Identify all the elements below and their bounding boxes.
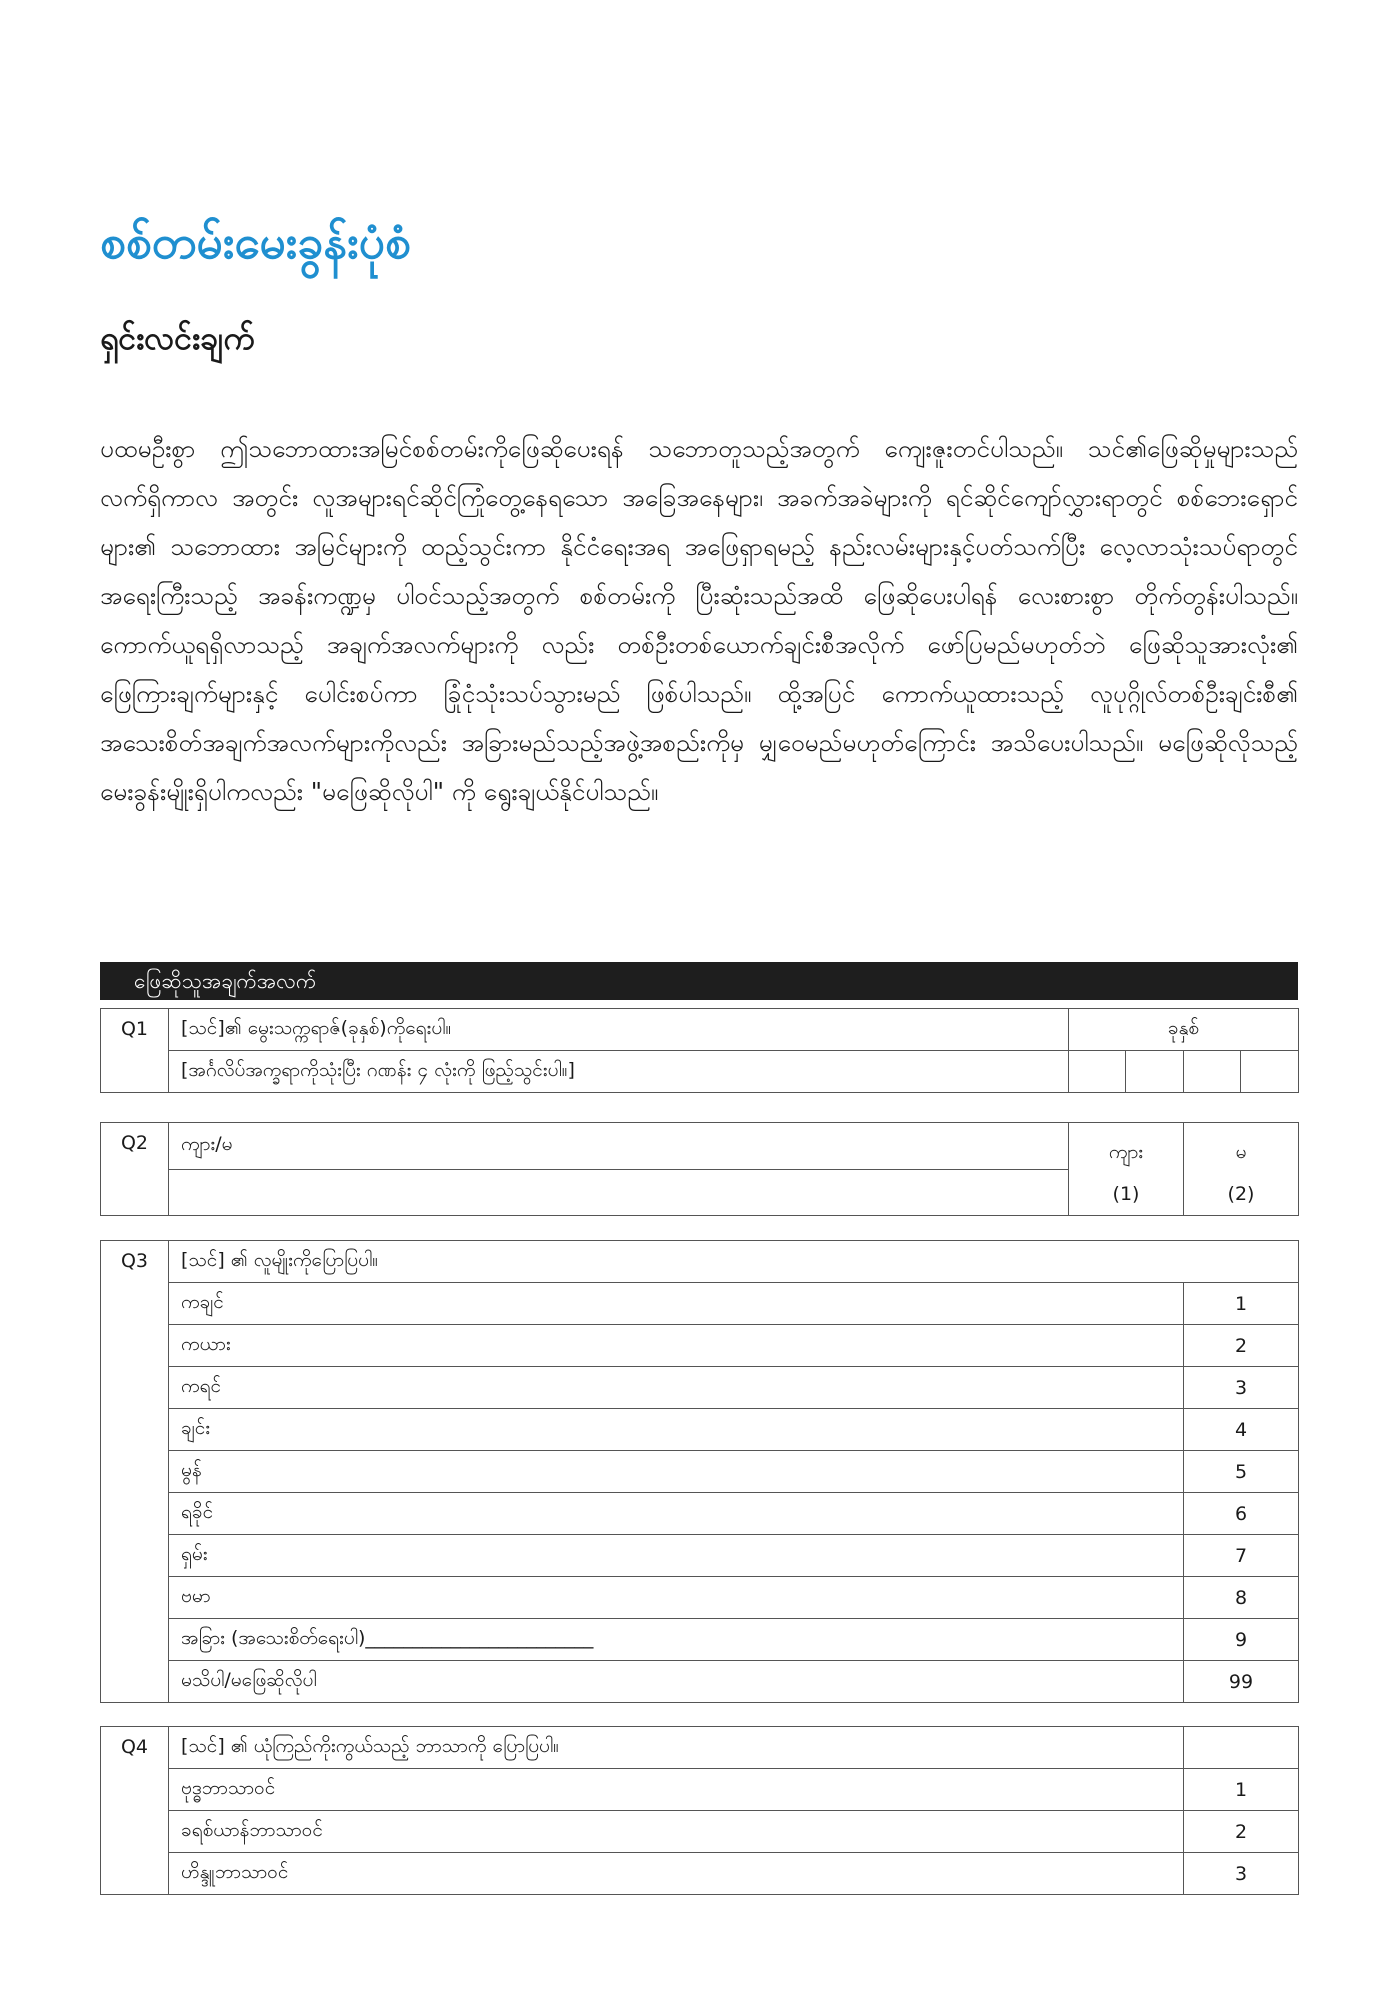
question-q1 [100,1008,1299,1093]
q4-number: Q4 [101,1727,169,1895]
q3-option-label: ကယား [169,1325,1184,1367]
q3-option-label: ချင်း [169,1409,1184,1451]
question-q3 [100,1240,1299,1703]
q3-option-label: ရှမ်း [169,1535,1184,1577]
year-digit-2-box[interactable] [1126,1051,1184,1093]
q3-option-row[interactable] [101,1661,1299,1703]
q2-male-code: (1) [1112,1183,1140,1205]
q2-male-label: ကျား [1108,1141,1144,1163]
q4-question: [သင်] ၏ ယုံကြည်ကိုးကွယ်သည့် ဘာသာကို ပြောပြပါ။ [169,1727,1184,1769]
q3-option-code: 3 [1184,1367,1299,1409]
q2-male-option[interactable] [1069,1123,1184,1216]
q4-option-row[interactable] [101,1853,1299,1895]
q4-option-row[interactable] [101,1811,1299,1853]
year-digit-3-box[interactable] [1184,1051,1241,1093]
q1-instruction: [အင်္ဂလိပ်အက္ခရာကိုသုံးပြီး ဂဏန်း ၄ လုံးကို ဖြည့်သွင်းပါ။] [169,1051,1069,1093]
q3-option-label: ကချင် [169,1283,1184,1325]
q4-header-code-cell [1184,1727,1299,1769]
q3-option-code: 2 [1184,1325,1299,1367]
q2-female-option[interactable] [1184,1123,1299,1216]
q2-question: ကျား/မ [169,1123,1069,1170]
q2-female-label: မ [1235,1141,1247,1163]
q2-answer-field[interactable] [169,1169,1069,1216]
q3-option-code: 7 [1184,1535,1299,1577]
q1-input-row [101,1051,1299,1093]
q3-option-row[interactable] [101,1409,1299,1451]
q4-option-label: ခရစ်ယာန်ဘာသာဝင် [169,1811,1184,1853]
q2-number: Q2 [101,1123,169,1216]
q4-option-code: 1 [1184,1769,1299,1811]
q3-option-code: 6 [1184,1493,1299,1535]
q4-option-code: 3 [1184,1853,1299,1895]
q3-option-label: မသိပါ/မဖြေဆိုလိုပါ [169,1661,1184,1703]
q3-option-label: ဗမာ [169,1577,1184,1619]
explanation-heading: ရှင်းလင်းချက် [100,319,255,357]
intro-paragraph: ပထမဦးစွာ ဤသဘောထားအမြင်စစ်တမ်းကိုဖြေဆိုပေးရန် သဘောတူသည့်အတွက် ကျေးဇူးတင်ပါသည်။ သင်၏ဖြေဆိုမှုများသည် လက်ရှိကာလ အတွင်း လူအများရင်ဆိုင်ကြုံတွေ့နေရသော အခြေအနေများ၊ အခက်အခဲများကို ရင်ဆိုင်ကျော်လွှားရာတွင် စစ်ဘေးရှောင်များ၏ သဘောထား အမြင်များကို ထည့်သွင်းကာ နိုင်ငံရေးအရ အဖြေရှာရမည့် နည်းလမ်းများနှင့်ပတ်သက်ပြီး လေ့လာသုံးသပ်ရာတွင် အရေးကြီးသည့် အခန်းကဏ္ဍမှ ပါဝင်သည့်အတွက် စစ်တမ်းကို ပြီးဆုံးသည်အထိ ဖြေဆိုပေးပါရန် လေးစားစွာ တိုက်တွန်းပါသည်။ ကောက်ယူရရှိလာသည့် အချက်အလက်များကို လည်း တစ်ဦးတစ်ယောက်ချင်းစီအလိုက် ဖော်ပြမည်မဟုတ်ဘဲ ဖြေဆိုသူအားလုံး၏ ဖြေကြားချက်များနှင့် ပေါင်းစပ်ကာ ခြုံငုံသုံးသပ်သွားမည် ဖြစ်ပါသည်။ ထို့အပြင် ကောက်ယူထားသည့် လူပုဂ္ဂိုလ်တစ်ဦးချင်းစီ၏ အသေးစိတ်အချက်အလက်များကိုလည်း အခြားမည်သည့်အဖွဲ့အစည်းကိုမှ မျှဝေမည်မဟုတ်ကြောင်း အသိပေးပါသည်။ မဖြေဆိုလိုသည့် မေးခွန်းမျိုးရှိပါကလည်း "မဖြေဆိုလိုပါ" ကို ရွေးချယ်နိုင်ပါသည်။ [100,434,1298,806]
page-title: စစ်တမ်းမေးခွန်းပုံစံ [100,215,411,269]
q3-option-code: 1 [1184,1283,1299,1325]
respondent-info-header: ဖြေဆိုသူအချက်အလက် [100,962,1298,1000]
q3-number: Q3 [101,1241,169,1703]
q3-option-code: 9 [1184,1619,1299,1661]
q4-header-row [101,1727,1299,1769]
q3-option-row[interactable] [101,1451,1299,1493]
year-digit-4-box[interactable] [1241,1051,1299,1093]
q3-option-row[interactable] [101,1325,1299,1367]
q3-option-code: 8 [1184,1577,1299,1619]
q3-option-label: ရခိုင် [169,1493,1184,1535]
q1-number: Q1 [101,1009,169,1093]
q4-option-row[interactable] [101,1769,1299,1811]
q4-option-label: ဗုဒ္ဓဘာသာဝင် [169,1769,1184,1811]
q3-option-row[interactable] [101,1535,1299,1577]
q3-option-row[interactable] [101,1283,1299,1325]
q3-option-label: ကရင် [169,1367,1184,1409]
year-digit-1-box[interactable] [1069,1051,1126,1093]
q4-option-code: 2 [1184,1811,1299,1853]
q2-row [101,1123,1299,1170]
question-q2 [100,1122,1299,1216]
q3-option-label: မွန် [169,1451,1184,1493]
q2-female-code: (2) [1227,1183,1255,1205]
q3-option-row[interactable] [101,1367,1299,1409]
q3-option-code: 4 [1184,1409,1299,1451]
q3-option-code: 99 [1184,1661,1299,1703]
q1-question: [သင်]၏ မွေးသက္ကရာဇ်(ခုနှစ်)ကိုရေးပါ။ [169,1009,1069,1051]
q1-row [101,1009,1299,1051]
q4-option-label: ဟိန္ဒူဘာသာဝင် [169,1853,1184,1895]
q3-option-code: 5 [1184,1451,1299,1493]
q3-option-row[interactable] [101,1493,1299,1535]
question-q4 [100,1726,1299,1895]
q1-year-label: ခုနှစ် [1069,1009,1299,1051]
q3-question: [သင်] ၏ လူမျိုးကိုပြောပြပါ။ [169,1241,1299,1283]
q3-header-row [101,1241,1299,1283]
q3-option-row[interactable] [101,1577,1299,1619]
q3-option-label: အခြား (အသေးစိတ်ရေးပါ)________________________ [169,1619,1184,1661]
q3-option-row[interactable] [101,1619,1299,1661]
